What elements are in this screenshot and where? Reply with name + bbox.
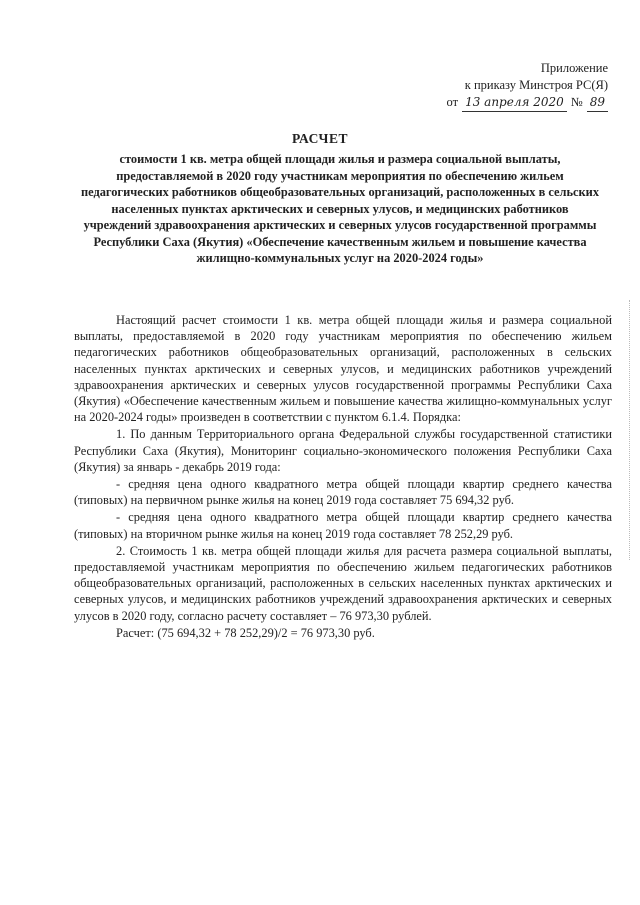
intro-paragraph: Настоящий расчет стоимости 1 кв. метра общей площади жилья и размера социальной выплаты, предоставляемой в 2020 году участникам мероприятия по обеспечению жильем педагогических работников общеобразовательных организаций, расположенных в сельских населенных пунктах арктических и северных улусов, и медицинских работников учреждений здравоохранения арктических и северных улусов государственной программы Республики Саха (Якутия) «Обеспечение качественным жильем и повышение качества жилищно-коммунальных услуг на 2020-2024 годы» произведен в соответствии с пунктом 6.1.4. Порядка: [74,313,612,425]
order-reference: к приказу Минстроя РС(Я) [464,78,608,92]
appendix-label: Приложение [540,61,608,75]
document-body [74,312,612,641]
document-title: РАСЧЕТ [292,131,348,146]
handwritten-date: 13 апреля 2020 [462,94,567,112]
scan-edge-mark [629,300,630,560]
date-prefix: от [446,95,459,109]
calculation-line: Расчет: (75 694,32 + 78 252,29)/2 = 76 973,30 руб. [116,625,375,640]
order-date-line [447,94,608,112]
document-subtitle: стоимости 1 кв. метра общей площади жилья и размера социальной выплаты, предоставляемой в 2020 году участникам мероприятия по обеспечению жильем педагогических работников общеобразовательных организаций, расположенных в сельских населенных пунктах арктических и северных улусов, и медицинских работников учреждений здравоохранения арктических и северных улусов государственной программы Республики Саха (Якутия) «Обеспечение качественным жильем и повышение качества жилищно-коммунальных услуг на 2020-2024 годы» [80,152,600,265]
appendix-header [378,60,608,112]
item-1-paragraph: 1. По данным Территориального органа Федеральной службы государственной статистики Республики Саха (Якутия), Мониторинг социально-экономического положения Республики Саха (Якутия) за январь - декабрь 2019 года: [74,427,612,474]
handwritten-number: 89 [587,94,608,112]
secondary-market-price: - средняя цена одного квадратного метра общей площади квартир среднего качества (типовых) на вторичном рынке жилья на конец 2019 года составляет 78 252,29 руб. [74,510,612,541]
number-prefix: № [570,95,583,109]
item-2-paragraph: 2. Стоимость 1 кв. метра общей площади жилья для расчета размера социальной выплаты, предоставляемой участникам мероприятия по обеспечению жильем педагогических работников общеобразовательных организаций, расположенных в сельских населенных пунктах арктических и северных улусов, и медицинских работников учреждений здравоохранения арктических и северных улусов в 2020 году, согласно расчету составляет – 76 973,30 рублей. [74,543,612,623]
primary-market-price: - средняя цена одного квадратного метра общей площади квартир среднего качества (типовых) на первичном рынке жилья на конец 2019 года составляет 75 694,32 руб. [74,477,612,508]
